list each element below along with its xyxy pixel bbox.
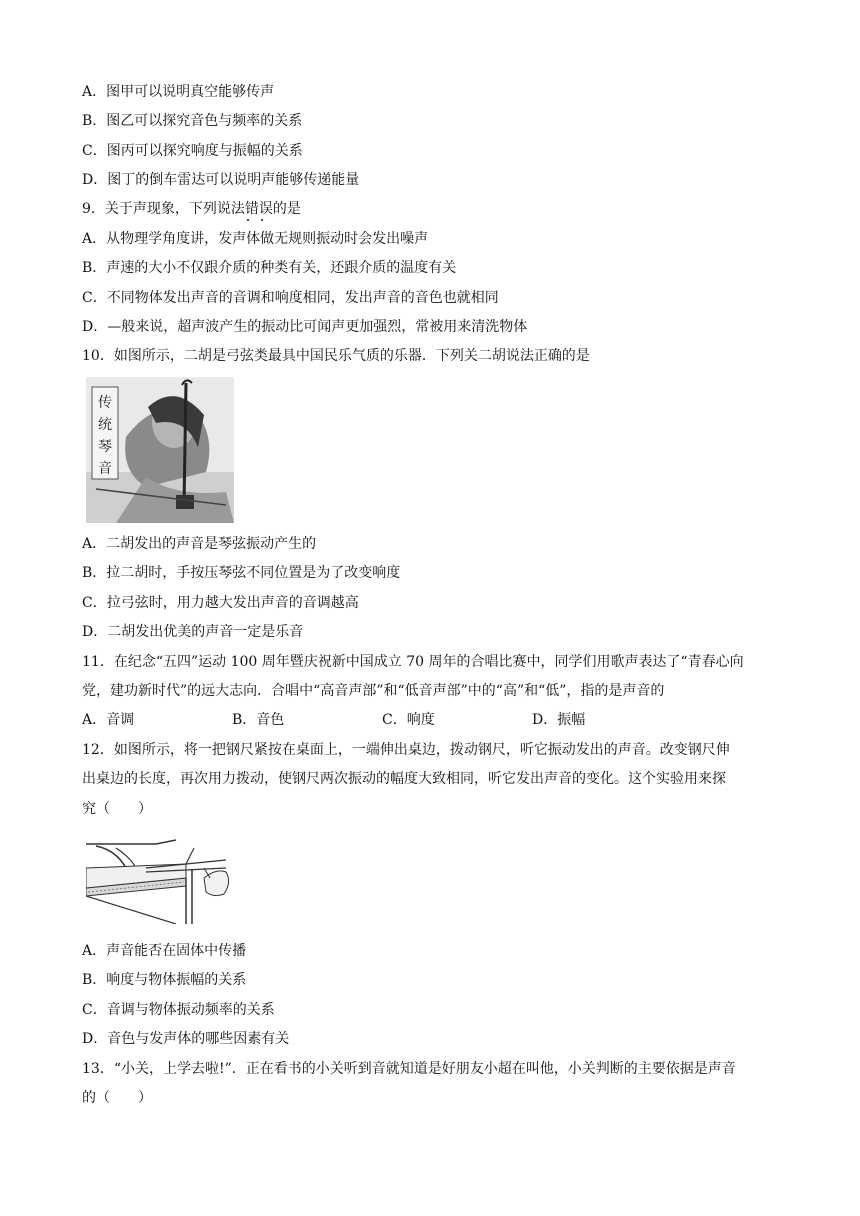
emphasis-dot: [261, 219, 263, 221]
q9-option-d: D．—般来说，超声波产生的振动比可闻声更加强烈，常被用来清洗物体: [82, 319, 528, 335]
erhu-player-image: [86, 377, 234, 523]
q11-stem-line1: 11．在纪念“五四”运动 100 周年暨庆祝新中国成立 70 周年的合唱比赛中，同学们用歌声表达了“青春心向: [82, 654, 744, 670]
q11-option-c: C．响度: [382, 712, 435, 728]
q11-option-d: D．振幅: [532, 712, 586, 728]
q12-stem-line3: 究（ ）: [82, 801, 152, 817]
q10-option-a: A．二胡发出的声音是琴弦振动产生的: [82, 536, 317, 552]
q12-stem-line1: 12．如图所示，将一把钢尺紧按在桌面上，一端伸出桌边，拨动钢尺，听它振动发出的声音。改变钢尺伸: [82, 742, 730, 758]
figure-calligraphy-3: 琴: [98, 439, 112, 455]
q12-option-b: B．响度与物体振幅的关系: [82, 972, 247, 988]
ruler-illustration: [86, 838, 236, 924]
q8-option-a: A．图甲可以说明真空能够传声: [82, 84, 275, 100]
q10-option-d: D．二胡发出优美的声音一定是乐音: [82, 624, 304, 640]
erhu-illustration: [86, 377, 234, 523]
q11-option-a: A．音调: [82, 712, 135, 728]
q10-stem: 10．如图所示，二胡是弓弦类最具中国民乐气质的乐器．下列关二胡说法正确的是: [82, 348, 590, 364]
q8-option-b: B．图乙可以探究音色与频率的关系: [82, 113, 303, 129]
q9-stem: 9．关于声现象，下列说法错误的是: [82, 201, 301, 217]
q12-option-a: A．声音能否在固体中传播: [82, 943, 247, 959]
q10-option-c: C．拉弓弦时，用力越大发出声音的音调越高: [82, 595, 359, 611]
q11-options-row: [82, 710, 782, 730]
q9-option-a: A．从物理学角度讲，发声体做无规则振动时会发出噪声: [82, 231, 429, 247]
q10-option-b: B．拉二胡时，手按压琴弦不同位置是为了改变响度: [82, 565, 401, 581]
q9-option-c: C．不同物体发出声音的音调和响度相同，发出声音的音色也就相同: [82, 290, 499, 306]
q11-stem-line2: 党，建功新时代”的远大志向．合唱中“高音声部”和“低音声部”中的“高”和“低”，指的是声音的: [82, 683, 665, 699]
q13-stem-line2: 的（ ）: [82, 1090, 152, 1106]
q12-stem-line2: 出桌边的长度，再次用力拨动，使钢尺两次振动的幅度大致相同，听它发出声音的变化。这个实验用来探: [82, 771, 726, 787]
emphasis-dot: [247, 219, 249, 221]
q9-option-b: B．声速的大小不仅跟介质的种类有关，还跟介质的温度有关: [82, 260, 457, 276]
figure-calligraphy-1: 传: [98, 395, 112, 411]
q12-option-d: D．音色与发声体的哪些因素有关: [82, 1031, 290, 1047]
steel-ruler-image: [86, 838, 236, 924]
q12-option-c: C．音调与物体振动频率的关系: [82, 1002, 275, 1018]
q8-option-c: C．图丙可以探究响度与振幅的关系: [82, 143, 303, 159]
figure-calligraphy-4: 音: [98, 461, 112, 477]
figure-calligraphy-2: 统: [98, 417, 112, 433]
q11-option-b: B．音色: [232, 712, 285, 728]
q8-option-d: D．图丁的倒车雷达可以说明声能够传递能量: [82, 172, 360, 188]
q13-stem-line1: 13．“小关，上学去啦!”．正在看书的小关听到音就知道是好朋友小超在叫他，小关判断的主要依据是声音: [82, 1061, 736, 1077]
